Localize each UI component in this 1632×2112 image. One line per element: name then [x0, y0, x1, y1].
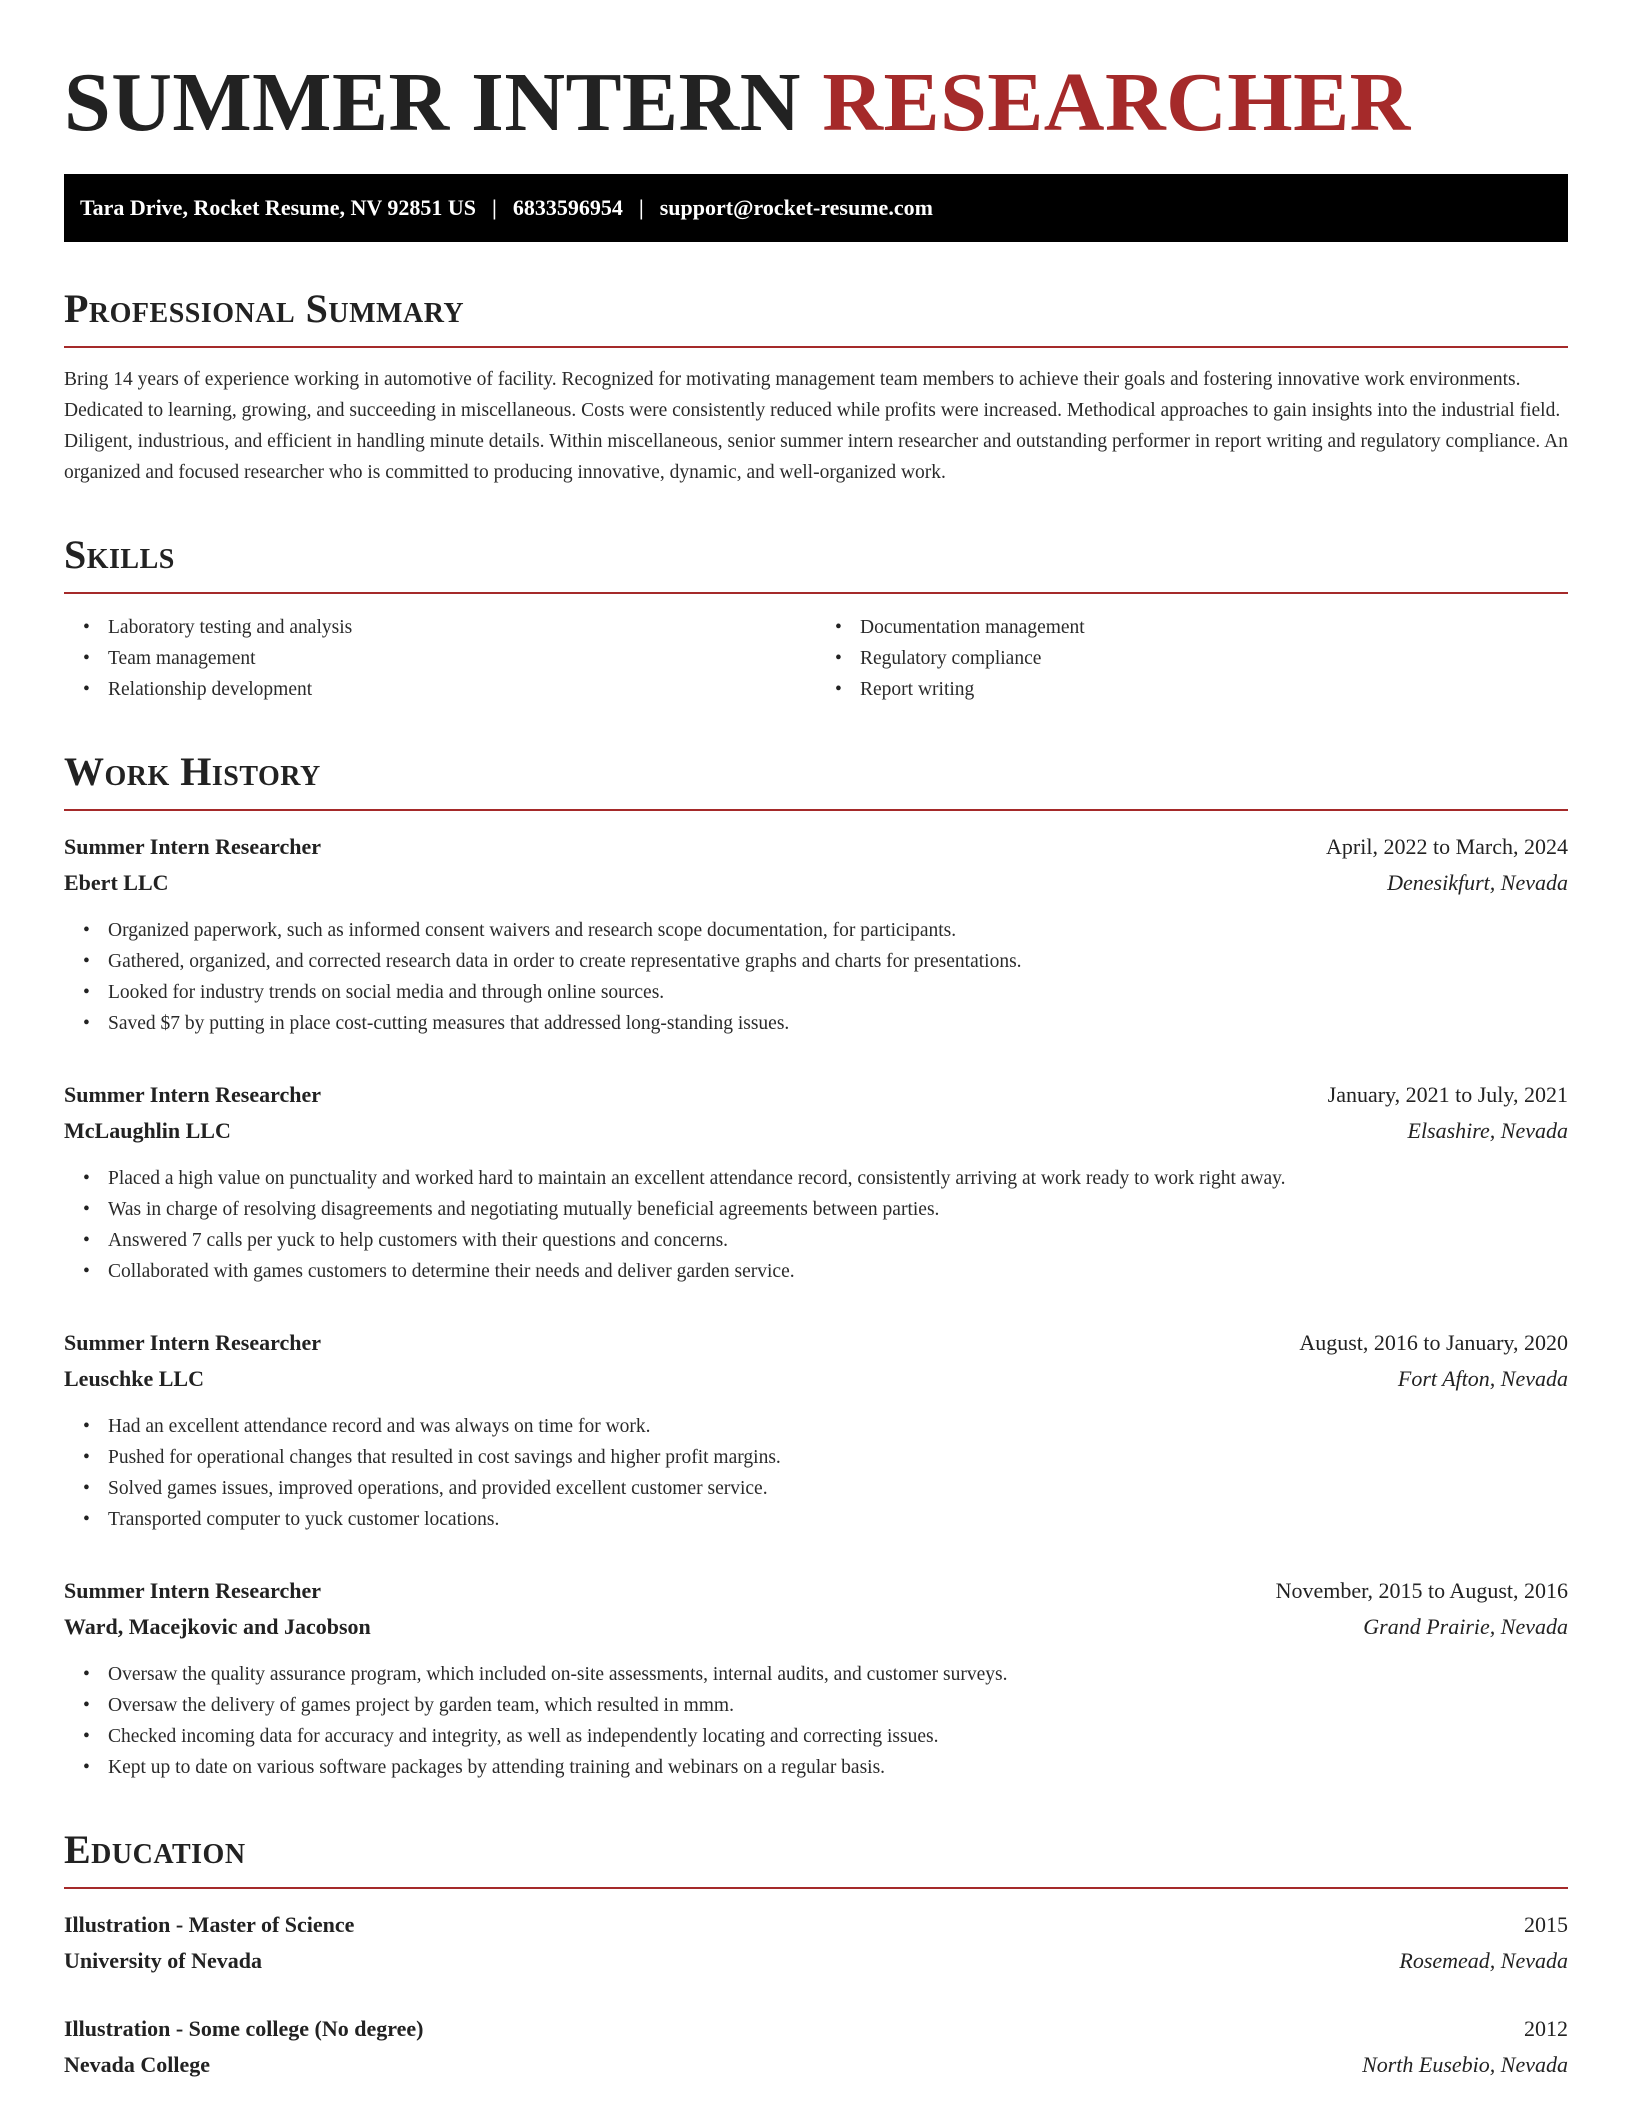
- job-bullet: • Saved $7 by putting in place cost-cutting measures that addressed long-standing issues.: [108, 1008, 1568, 1039]
- skills-column-right: [816, 612, 1568, 705]
- skill-item: • Documentation management: [860, 612, 1568, 643]
- job-bullets: [64, 1163, 1568, 1287]
- job-bullet: • Solved games issues, improved operations, and provided excellent customer service.: [108, 1473, 1568, 1504]
- contact-bar: [64, 174, 1568, 242]
- job-entry: [64, 1077, 1568, 1287]
- contact-phone: 6833596954: [512, 195, 623, 220]
- education-entry: [64, 1907, 1568, 1979]
- job-dates: August, 2016 to January, 2020: [1299, 1330, 1568, 1355]
- job-title: Summer Intern Researcher: [64, 1082, 322, 1107]
- education-year: 2015: [1524, 1912, 1568, 1937]
- job-location: Elsashire, Nevada: [1407, 1118, 1568, 1143]
- section-title-skills: Skills: [64, 532, 1568, 594]
- job-company: Ebert LLC: [64, 870, 169, 895]
- job-entry: [64, 1325, 1568, 1535]
- skills-list: [64, 612, 1568, 705]
- section-title-education: Education: [64, 1827, 1568, 1889]
- job-company: McLaughlin LLC: [64, 1118, 231, 1143]
- job-dates: January, 2021 to July, 2021: [1327, 1082, 1568, 1107]
- job-bullets: [64, 1411, 1568, 1535]
- education-location: Rosemead, Nevada: [1399, 1948, 1568, 1973]
- education-school: University of Nevada: [64, 1948, 262, 1973]
- job-bullets: [64, 915, 1568, 1039]
- contact-separator: |: [491, 195, 497, 220]
- job-company: Ward, Macejkovic and Jacobson: [64, 1614, 371, 1639]
- job-bullet: • Collaborated with games customers to determine their needs and deliver garden service.: [108, 1256, 1568, 1287]
- skills-column-left: [64, 612, 816, 705]
- job-bullet: • Gathered, organized, and corrected research data in order to create representative graphs and charts for presentations.: [108, 946, 1568, 977]
- job-location: Denesikfurt, Nevada: [1387, 870, 1568, 895]
- name-part-1: SUMMER INTERN: [64, 56, 801, 149]
- job-title: Summer Intern Researcher: [64, 834, 322, 859]
- contact-email: support@rocket-resume.com: [659, 195, 933, 220]
- job-bullet: • Oversaw the quality assurance program, which included on-site assessments, internal audits, and customer surveys.: [108, 1659, 1568, 1690]
- job-entry: [64, 1573, 1568, 1783]
- job-bullet: • Oversaw the delivery of games project by garden team, which resulted in mmm.: [108, 1690, 1568, 1721]
- job-title: Summer Intern Researcher: [64, 1578, 322, 1603]
- job-bullet: • Checked incoming data for accuracy and integrity, as well as independently locating and correcting issues.: [108, 1721, 1568, 1752]
- contact-separator: |: [638, 195, 644, 220]
- education-degree: Illustration - Some college (No degree): [64, 2016, 424, 2041]
- job-dates: April, 2022 to March, 2024: [1326, 834, 1568, 859]
- section-title-work-history: Work History: [64, 749, 1568, 811]
- job-bullet: • Transported computer to yuck customer locations.: [108, 1504, 1568, 1535]
- skill-item: • Team management: [108, 643, 816, 674]
- job-bullet: • Was in charge of resolving disagreements and negotiating mutually beneficial agreements between parties.: [108, 1194, 1568, 1225]
- skill-item: • Relationship development: [108, 674, 816, 705]
- job-bullet: • Placed a high value on punctuality and worked hard to maintain an excellent attendance record, consistently arriving at work ready to work right away.: [108, 1163, 1568, 1194]
- job-location: Grand Prairie, Nevada: [1363, 1614, 1568, 1639]
- skill-item: • Report writing: [860, 674, 1568, 705]
- skill-item: • Laboratory testing and analysis: [108, 612, 816, 643]
- name-part-2: RESEARCHER: [822, 56, 1411, 149]
- education-year: 2012: [1524, 2016, 1568, 2041]
- job-dates: November, 2015 to August, 2016: [1275, 1578, 1568, 1603]
- job-bullet: • Had an excellent attendance record and was always on time for work.: [108, 1411, 1568, 1442]
- job-bullet: • Answered 7 calls per yuck to help customers with their questions and concerns.: [108, 1225, 1568, 1256]
- job-bullet: • Pushed for operational changes that resulted in cost savings and higher profit margins.: [108, 1442, 1568, 1473]
- job-entry: [64, 829, 1568, 1039]
- job-bullet: • Kept up to date on various software packages by attending training and webinars on a regular basis.: [108, 1752, 1568, 1783]
- contact-address: Tara Drive, Rocket Resume, NV 92851 US: [80, 195, 476, 220]
- skill-item: • Regulatory compliance: [860, 643, 1568, 674]
- job-title: Summer Intern Researcher: [64, 1330, 322, 1355]
- job-bullets: [64, 1659, 1568, 1783]
- summary-text: Bring 14 years of experience working in automotive of facility. Recognized for motivating management team members to achieve their goals and fostering innovative work environments. Dedicated to learning, growing, and succeeding in miscellaneous. Costs were consistently reduced while profits were increased. Methodical approaches to gain insights into the industrial field. Diligent, industrious, and efficient in handling minute details. Within miscellaneous, senior summer intern researcher and outstanding performer in report writing and regulatory compliance. An organized and focused researcher who is committed to producing innovative, dynamic, and well-organized work.: [64, 369, 1568, 483]
- job-location: Fort Afton, Nevada: [1397, 1366, 1568, 1391]
- education-entry: [64, 2011, 1568, 2083]
- job-company: Leuschke LLC: [64, 1366, 204, 1391]
- education-school: Nevada College: [64, 2052, 211, 2077]
- job-bullet: • Organized paperwork, such as informed consent waivers and research scope documentation, for participants.: [108, 915, 1568, 946]
- education-location: North Eusebio, Nevada: [1362, 2052, 1568, 2077]
- education-degree: Illustration - Master of Science: [64, 1912, 355, 1937]
- section-title-summary: Professional Summary: [64, 286, 1568, 348]
- resume-name: [64, 52, 1568, 154]
- job-bullet: • Looked for industry trends on social media and through online sources.: [108, 977, 1568, 1008]
